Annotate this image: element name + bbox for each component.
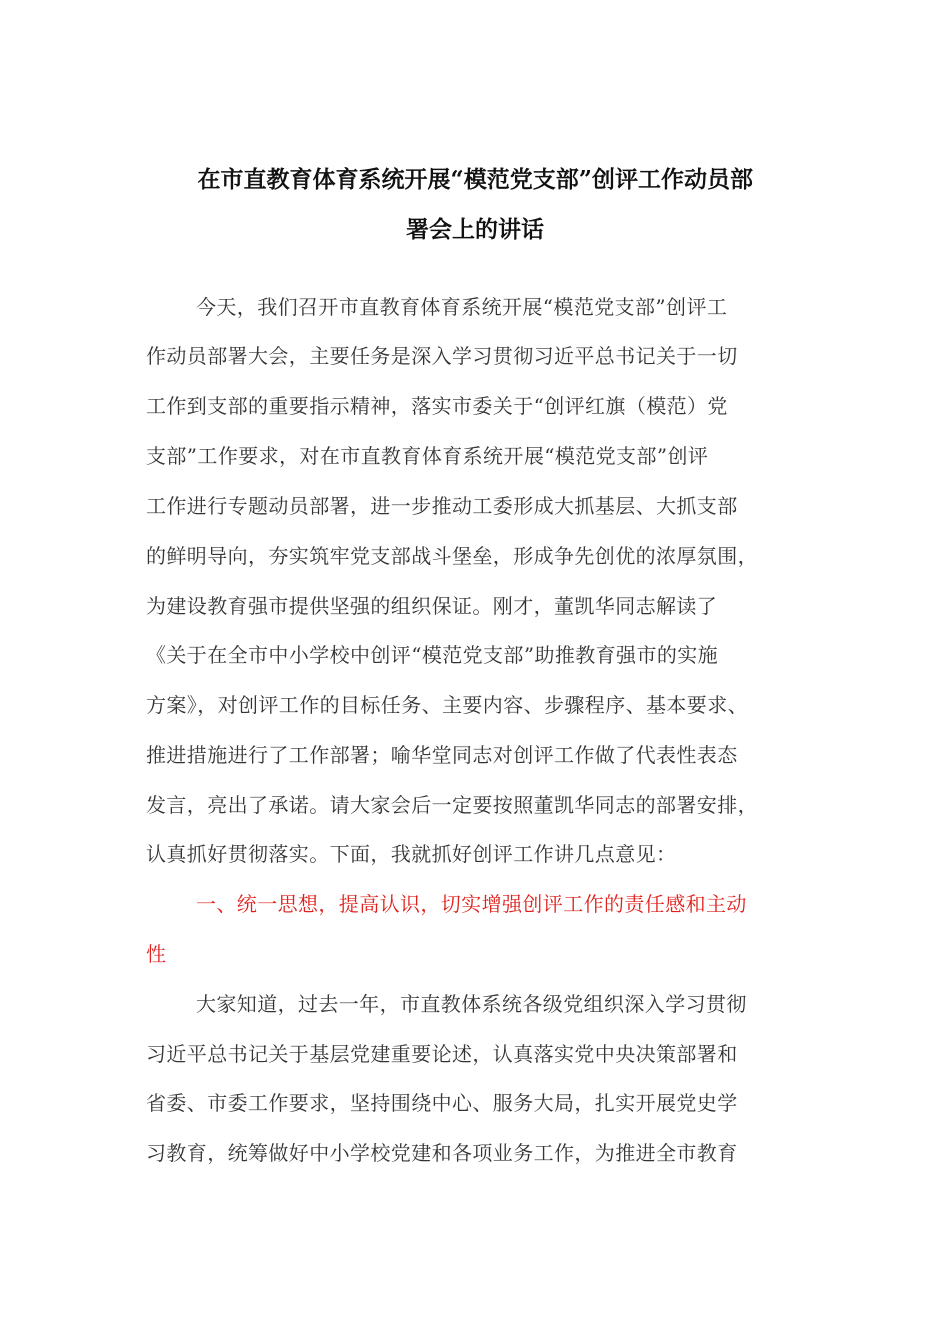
paragraph-line: 《关于在全市中小学校中创评“模范党支部”助推教育强市的实施 (146, 643, 719, 667)
paragraph-line: 习近平总书记关于基层党建重要论述，认真落实党中央决策部署和 (146, 1042, 738, 1066)
paragraph-line: 今天，我们召开市直教育体育系统开展“模范党支部”创评工 (196, 295, 728, 319)
paragraph-line: 工作进行专题动员部署，进一步推动工委形成大抓基层、大抓支部 (146, 494, 738, 518)
paragraph-line: 方案》，对创评工作的目标任务、主要内容、步骤程序、基本要求、 (146, 693, 748, 717)
section-heading-line: 一、统一思想，提高认识，切实增强创评工作的责任感和主动 (196, 892, 747, 916)
paragraph-line: 认真抓好贯彻落实。下面，我就抓好创评工作讲几点意见： (146, 842, 677, 866)
paragraph-line: 大家知道，过去一年，市直教体系统各级党组织深入学习贯彻 (196, 992, 747, 1016)
paragraph-line: 工作到支部的重要指示精神，落实市委关于“创评红旗（模范）党 (146, 394, 728, 418)
paragraph-line: 推进措施进行了工作部署；喻华堂同志对创评工作做了代表性表态 (146, 743, 738, 767)
document-title-line: 署会上的讲话 (406, 216, 544, 243)
paragraph-line: 作动员部署大会，主要任务是深入学习贯彻习近平总书记关于一切 (146, 344, 738, 368)
document-title-line: 在市直教育体育系统开展“模范党支部”创评工作动员部 (197, 166, 753, 193)
paragraph-line: 的鲜明导向，夯实筑牢党支部战斗堡垒，形成争先创优的浓厚氛围， (146, 544, 758, 568)
paragraph-line: 支部”工作要求，对在市直教育体育系统开展“模范党支部”创评 (146, 444, 709, 468)
paragraph-line: 省委、市委工作要求，坚持围绕中心、服务大局，扎实开展党史学 (146, 1091, 738, 1115)
paragraph-line: 为建设教育强市提供坚强的组织保证。刚才，董凯华同志解读了 (146, 594, 718, 618)
section-heading-line: 性 (146, 942, 167, 966)
paragraph-line: 习教育，统筹做好中小学校党建和各项业务工作，为推进全市教育 (146, 1141, 738, 1165)
paragraph-line: 发言，亮出了承诺。请大家会后一定要按照董凯华同志的部署安排， (146, 793, 758, 817)
